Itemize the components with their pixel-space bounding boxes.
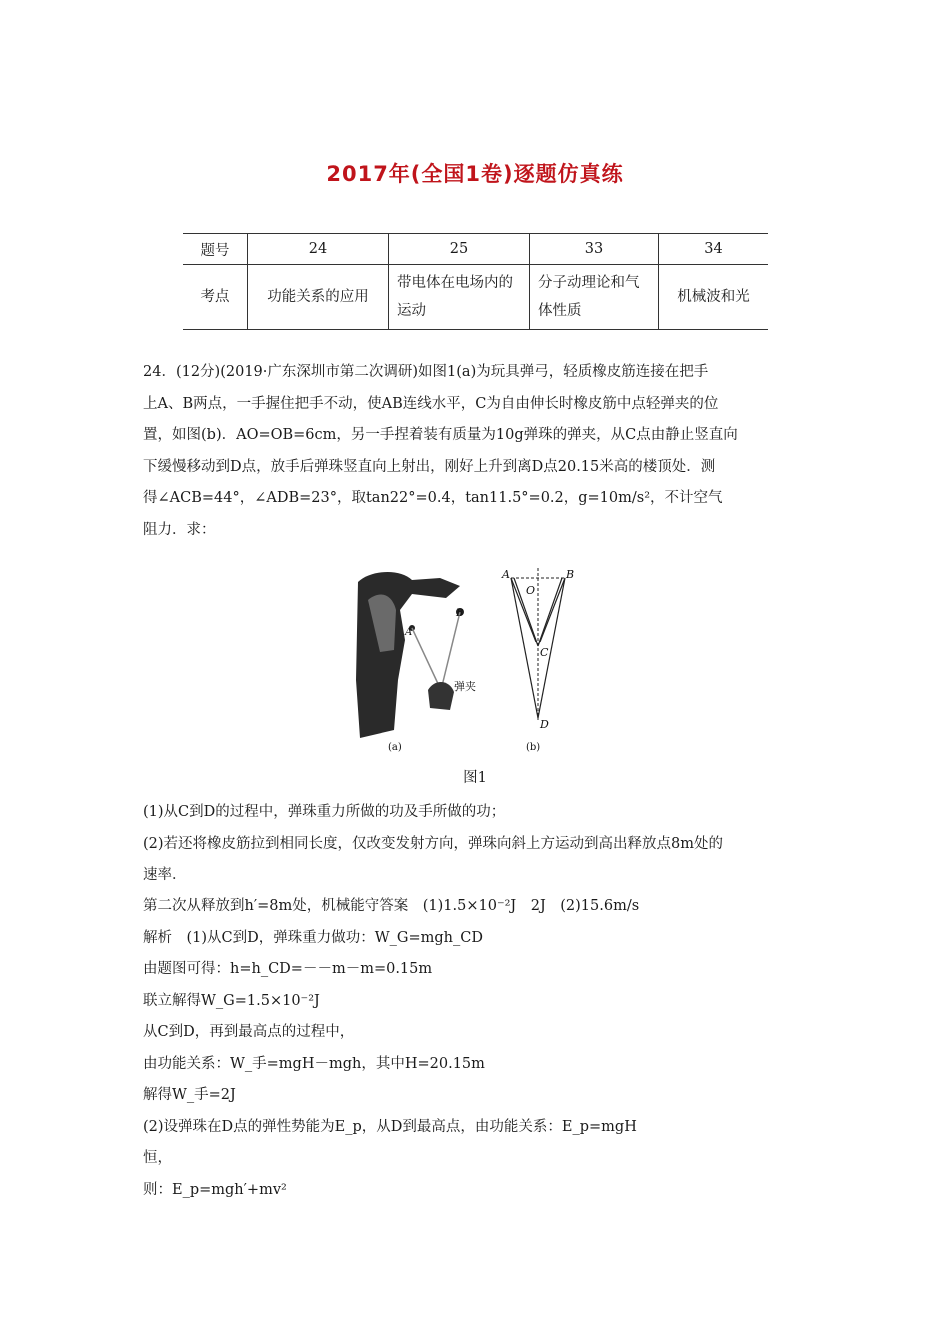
question-line: (2)若还将橡皮筋拉到相同长度，仅改变发射方向，弹珠向斜上方运动到高出释放点8m处的 — [143, 835, 724, 852]
solution-line: 联立解得W_G=1.5×10⁻²J — [143, 992, 320, 1009]
table-cell: 机械波和光 — [659, 265, 769, 330]
table-cell: 33 — [530, 234, 659, 265]
solution-line: (2)设弹珠在D点的弹性势能为E_p，从D到最高点，由功能关系：E_p=mgH — [143, 1118, 637, 1135]
solution-text — [143, 891, 811, 1206]
figure-1 — [350, 560, 600, 760]
table-cell: 分子动理论和气体性质 — [530, 265, 659, 330]
solution-line: 解析 (1)从C到D，弹珠重力做功：W_G=mgh_CD — [143, 929, 483, 946]
question-line: (1)从C到D的过程中，弹珠重力所做的功及手所做的功； — [143, 804, 506, 820]
problem-line: 阻力．求： — [143, 521, 216, 538]
table-topic-label: 考点 — [183, 265, 248, 330]
table-row — [183, 234, 768, 265]
problem-line: 得∠ACB=44°，∠ADB=23°，取tan22°=0.4，tan11.5°=0.2，g=10m/s²，不计空气 — [143, 490, 723, 506]
figure-caption: 图1 — [463, 770, 487, 786]
solution-line: 恒， — [143, 1150, 172, 1166]
table-header-label: 题号 — [183, 234, 248, 265]
questions-text — [143, 797, 811, 892]
table-cell: 功能关系的应用 — [248, 265, 389, 330]
slingshot-photo-illustration — [356, 572, 464, 738]
clip-label: 弹夹 — [454, 680, 476, 693]
solution-line: 解得W_手=2J — [143, 1087, 236, 1103]
slingshot-diagram — [511, 568, 565, 720]
table-cell: 带电体在电场内的运动 — [389, 265, 530, 330]
table-cell: 34 — [659, 234, 769, 265]
solution-line: 由功能关系：W_手=mgH－mgh，其中H=20.15m — [143, 1055, 485, 1072]
point-d-label: D — [540, 718, 549, 731]
table-row — [183, 265, 768, 330]
slingshot-figure — [350, 560, 600, 760]
question-line: 速率． — [143, 867, 187, 883]
page-title: 2017年(全国1卷)逐题仿真练 — [326, 162, 624, 186]
point-o-label: O — [526, 584, 536, 597]
point-b-label: B — [566, 568, 575, 581]
solution-line: 则：E_p=mgh′+mv² — [143, 1181, 287, 1198]
point-a-label: A — [502, 568, 510, 581]
label-b-photo: B — [456, 608, 464, 619]
subfigure-a-caption: (a) — [388, 742, 402, 753]
label-a-photo: A — [405, 627, 413, 638]
problem-line: 置，如图(b)．AO=OB=6cm，另一手捏着装有质量为10g弹珠的弹夹，从C点由静止竖直向 — [143, 427, 738, 443]
table-cell: 25 — [389, 234, 530, 265]
problem-line: 24．(12分)(2019·广东深圳市第二次调研)如图1(a)为玩具弹弓，轻质橡皮筋连接在把手 — [143, 364, 709, 380]
topic-table — [183, 233, 768, 330]
solution-line: 由题图可得：h=h_CD=－－m－m=0.15m — [143, 961, 433, 977]
problem-line: 下缓慢移动到D点，放手后弹珠竖直向上射出，刚好上升到离D点20.15米高的楼顶处．测 — [143, 458, 716, 475]
solution-line: 第二次从释放到h′=8m处，机械能守答案 (1)1.5×10⁻²J 2J (2)15.6m/s — [143, 898, 640, 914]
problem-text — [143, 357, 811, 546]
problem-line: 上A、B两点，一手握住把手不动，使AB连线水平，C为自由伸长时橡皮筋中点轻弹夹的位 — [143, 395, 719, 412]
subfigure-b-caption: (b) — [526, 742, 541, 753]
solution-line: 从C到D，再到最高点的过程中， — [143, 1024, 355, 1040]
point-c-label: C — [540, 646, 549, 659]
table-cell: 24 — [248, 234, 389, 265]
